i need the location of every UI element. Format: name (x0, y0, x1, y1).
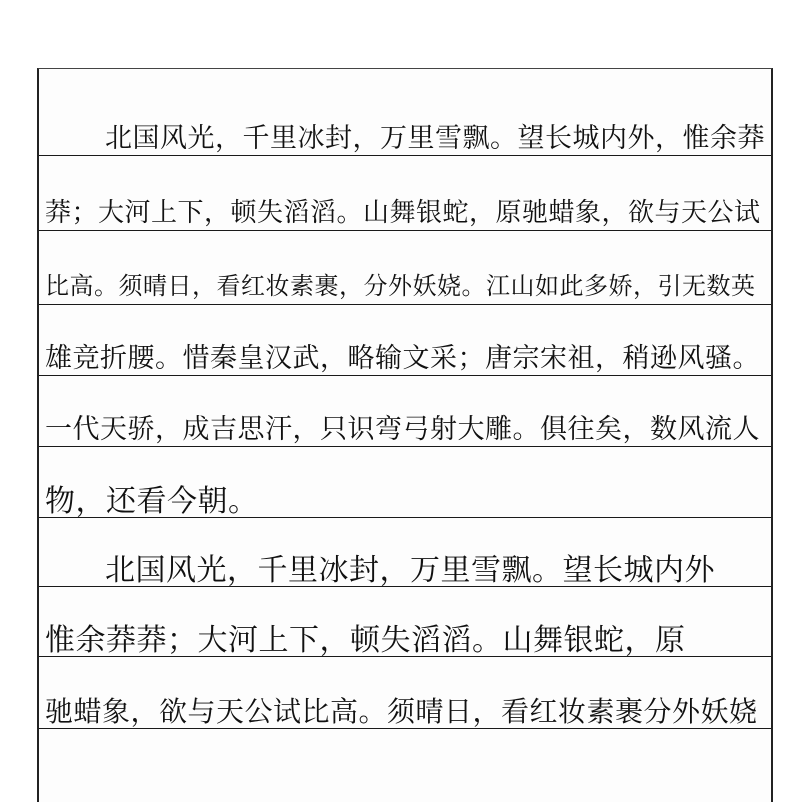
poem-line-5: 一代天骄，成吉思汗，只识弯弓射大雕。俱往矣，数风流人 (45, 414, 760, 445)
ruled-paper-sheet (37, 68, 773, 802)
poem-line-9: 驰蜡象，欲与天公试比高。须晴日，看红妆素裹分外妖娆 (45, 695, 758, 728)
poem-line-4: 雄竞折腰。惜秦皇汉武，略输文采；唐宗宋祖，稍逊风骚。 (45, 343, 760, 374)
poem-line-6: 物，还看今朝。 (45, 484, 259, 519)
poem-line-2: 莽；大河上下，顿失滔滔。山舞银蛇，原驰蜡象，欲与天公试 (45, 198, 761, 228)
poem-line-1: 北国风光，千里冰封，万里雪飘。望长城内外，惟余莽 (105, 123, 765, 154)
poem-line-8: 惟余莽莽；大河上下，顿失滔滔。山舞银蛇，原 (45, 623, 686, 658)
ruled-line (39, 446, 771, 447)
ruled-line (39, 155, 771, 156)
poem-line-3: 比高。须晴日，看红妆素裹，分外妖娆。江山如此多娇，引无数英 (45, 272, 756, 300)
ruled-line (39, 375, 771, 376)
ruled-line (39, 304, 771, 305)
poem-line-7: 北国风光，千里冰封，万里雪飘。望长城内外 (105, 553, 715, 588)
ruled-line (39, 230, 771, 231)
ruled-line (39, 728, 771, 729)
